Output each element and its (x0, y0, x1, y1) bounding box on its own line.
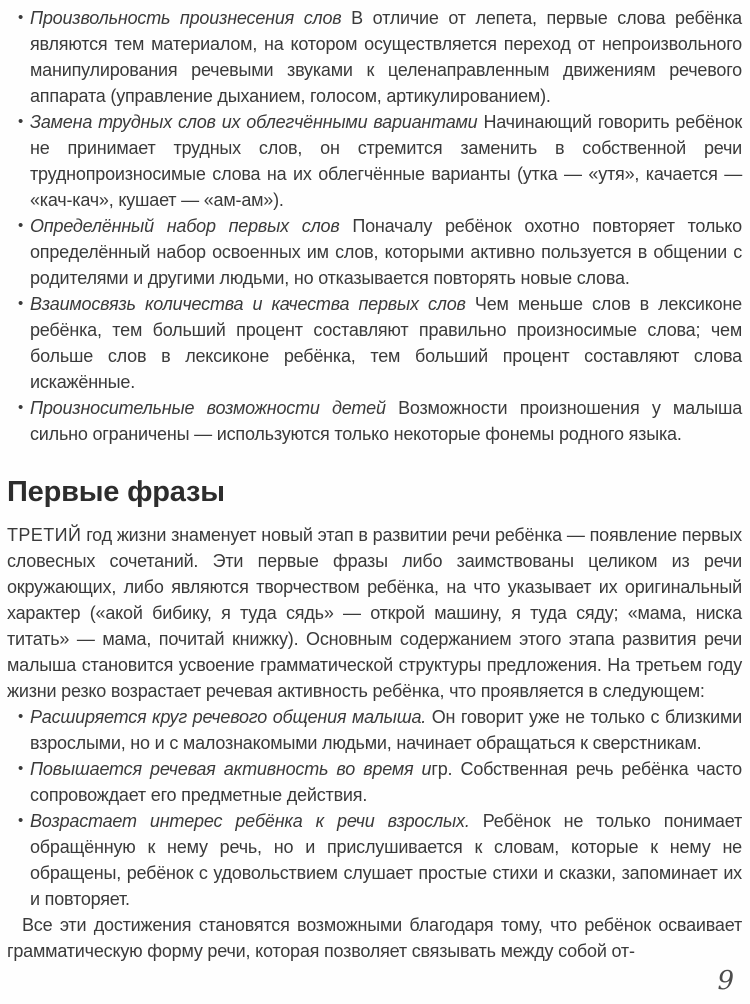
bullet-icon: • (18, 295, 24, 312)
list-item (7, 756, 742, 808)
section-heading: Первые фразы (7, 476, 225, 508)
paragraph-achievements (7, 912, 742, 964)
list-item-text: Поначалу ребёнок охотно повторяет только определённый набор освоенных им слов, которыми активно пользуется в общении с родителями и другими людьми, но отказывается повторять новые слова. (30, 216, 742, 288)
list-item-lead: Произвольность произнесения слов (30, 8, 342, 28)
page-number: 9 (717, 966, 734, 996)
bullet-icon: • (18, 760, 24, 777)
list-item (7, 213, 742, 291)
first-words-features-list (7, 5, 742, 447)
list-item (7, 5, 742, 109)
bullet-icon: • (18, 113, 24, 130)
bullet-icon: • (18, 217, 24, 234)
list-item (7, 291, 742, 395)
list-item-lead: Произносительные возможности детей (30, 398, 386, 418)
paragraph-first-phrases-intro (7, 522, 742, 704)
list-item-text: Возможности произношения у малыша сильно ограничены — используются только некоторые фонемы родного языка. (30, 398, 742, 444)
list-item-text: Начинающий говорить ребёнок не принимает трудных слов, он стремится заменить в собственной речи труднопроизносимые слова на их облегчённые варианты (утка — «утя», качается — «кач-кач», кушает — «ам-ам»). (30, 112, 742, 210)
list-item-lead: Замена трудных слов их облегчёнными вариантами (30, 112, 478, 132)
paragraph-text: год жизни знаменует новый этап в развитии речи ребёнка — появление первых словесных сочетаний. Эти первые фразы либо заимствованы целиком из речи окружающих, либо являются творчеством ребёнка, на что указывает их оригинальный характер («акой бибику, я туда сядь» — открой машину, я туда сяду; «мама, ниска титать» — мама, почитай книжку). Основным содержанием этого этапа развития речи малыша становится усвоение грамматической структуры предложения. На третьем году жизни резко возрастает речевая активность ребёнка, что проявляется в следующем: (7, 525, 742, 701)
list-item-text: Чем меньше слов в лексиконе ребёнка, тем больший процент составляют правильно произносимые слова; чем больше слов в лексиконе ребёнка, тем больший процент составляют слова искажённые. (30, 294, 742, 392)
speech-activity-list (7, 704, 742, 912)
bullet-icon: • (18, 708, 24, 725)
bullet-icon: • (18, 812, 24, 829)
bullet-icon: • (18, 399, 24, 416)
list-item-lead: Определённый набор первых слов (30, 216, 340, 236)
list-item (7, 808, 742, 912)
list-item-text: Он говорит уже не только с близкими взрослыми, но и с малознакомыми людьми, начинает обращаться к сверстникам. (30, 707, 742, 753)
list-item (7, 395, 742, 447)
paragraph-text: Все эти достижения становятся возможными благодаря тому, что ребёнок осваивает грамматическую форму речи, которая позволяет связывать между собой от- (7, 915, 742, 961)
list-item-text: Ребёнок не только понимает обращённую к нему речь, но и прислушивается к словам, которые к нему не обращены, ребёнок с удовольствием слушает простые стихи и сказки, запоминает их и повторяет. (30, 811, 742, 909)
list-item-text: гр. Собственная речь ребёнка часто сопровождает его предметные действия. (30, 759, 742, 805)
paragraph-lead-word: ТРЕТИЙ (7, 525, 82, 545)
list-item-lead: Возрастает интерес ребёнка к речи взрослых. (30, 811, 470, 831)
list-item (7, 109, 742, 213)
list-item-lead: Взаимосвязь количества и качества первых слов (30, 294, 466, 314)
list-item-text: В отличие от лепета, первые слова ребёнка являются тем материалом, на котором осуществляется переход от непроизвольного манипулирования речевыми звуками к целенаправленным движениям речевого аппарата (управление дыханием, голосом, артикулированием). (30, 8, 742, 106)
list-item (7, 704, 742, 756)
list-item-lead: Расширяется круг речевого общения малыша. (30, 707, 427, 727)
bullet-icon: • (18, 9, 24, 26)
list-item-lead: Повышается речевая активность во время и (30, 759, 432, 779)
